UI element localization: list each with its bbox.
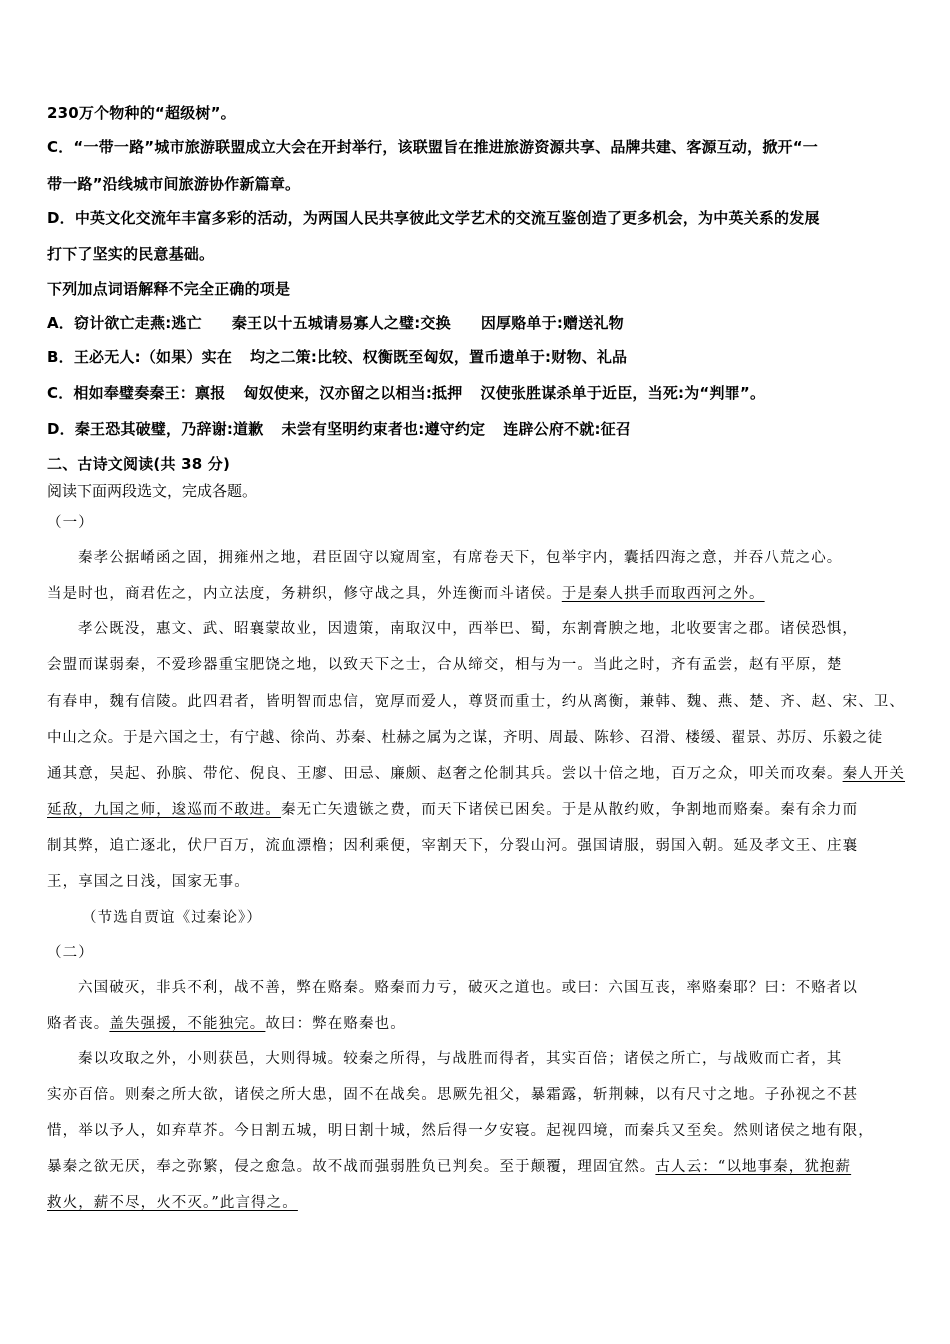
- underlined-sentence: 救火，薪不尽，火不灭。”此言得之。: [47, 1195, 298, 1211]
- vocab-option-a: A．窃计欲亡走燕:逃亡 秦王以十五城请易寡人之璧:交换 因厚赂单于:赠送礼物: [47, 314, 624, 332]
- option-b-tail: 230万个物种的“超级树”。: [47, 104, 236, 122]
- option-d-line-2: 打下了坚实的民意基础。: [47, 245, 215, 263]
- section-instruction: 阅读下面两段选文，完成各题。: [47, 482, 258, 500]
- option-d-line-1: D．中英文化交流年丰富多彩的活动，为两国人民共享彼此文学艺术的交流互鉴创造了更多机会，为中英关系的发展: [47, 209, 820, 227]
- underlined-sentence: 古人云：“以地事秦，犹抱薪: [655, 1159, 852, 1175]
- option-c-line-1: C．“一带一路”城市旅游联盟成立大会在开封举行，该联盟旨在推进旅游资源共享、品牌共建、客源互动，掀开“一: [47, 138, 818, 156]
- passage-1-label: （一）: [47, 515, 94, 531]
- vocab-option-d: D．秦王恐其破璧，乃辞谢:道歉 未尝有坚明约束者也:遵守约定 连辟公府不就:征召: [47, 420, 632, 438]
- passage-1-line: 秦孝公据崤函之固，拥雍州之地，君臣固守以窥周室，有席卷天下，包举宇内，囊括四海之意，并吞八荒之心。: [78, 550, 843, 566]
- section-heading: 二、古诗文阅读(共 38 分): [47, 455, 231, 473]
- passage-1-line: 孝公既没，惠文、武、昭襄蒙故业，因遗策，南取汉中，西举巴、蜀，东割膏腴之地，北收要害之郡。诸侯恐惧，: [78, 621, 858, 637]
- passage-1-line: 延敌，九国之师，逡巡而不敢进。秦无亡矢遗镞之费，而天下诸侯已困矣。于是从散约败，争割地而赂秦。秦有余力而: [47, 802, 859, 818]
- underlined-sentence: 盖失强援，不能独完。: [109, 1016, 266, 1032]
- passage-2-line: 秦以攻取之外，小则获邑，大则得城。较秦之所得，与战胜而得者，其实百倍；诸侯之所亡，与战败而亡者，其: [78, 1051, 843, 1067]
- vocab-option-c: C．相如奉璧奏秦王：禀报 匈奴使来，汉亦留之以相当:抵押 汉使张胜谋杀单于近臣，当死:为“判罪”。: [47, 384, 766, 402]
- option-c-line-2: 带一路”沿线城市间旅游协作新篇章。: [47, 175, 301, 193]
- passage-2-line: [47, 1191, 298, 1212]
- passage-2-line: 赂者丧。盖失强援，不能独完。故曰：弊在赂秦也。: [47, 1016, 406, 1032]
- passage-2-line: 六国破灭，非兵不利，战不善，弊在赂秦。赂秦而力亏，破灭之道也。或曰：六国互丧，率赂秦耶？曰：不赂者以: [78, 980, 858, 996]
- passage-1-line: 会盟而谋弱秦，不爱珍器重宝肥饶之地，以致天下之士，合从缔交，相与为一。当此之时，齐有孟尝，赵有平原，楚: [47, 657, 843, 673]
- passage-1-line: 制其弊，追亡逐北，伏尸百万，流血漂橹；因利乘便，宰割天下，分裂山河。强国请服，弱国入朝。延及孝文王、庄襄: [47, 838, 859, 854]
- passage-2-line: 惜，举以予人，如弃草芥。今日割五城，明日割十城，然后得一夕安寝。起视四境，而秦兵又至矣。然则诸侯之地有限，: [47, 1123, 874, 1139]
- underlined-sentence: 延敌，九国之师，逡巡而不敢进。: [47, 802, 281, 818]
- passage-1-line: 王，享国之日浅，国家无事。: [47, 874, 250, 890]
- passage-1-line: 有春申，魏有信陵。此四君者，皆明智而忠信，宽厚而爱人，尊贤而重士，约从离衡，兼韩、魏、燕、楚、齐、赵、宋、卫、: [47, 694, 905, 710]
- vocab-option-b: B．王必无人:（如果）实在 均之二策:比较、权衡既至匈奴，置币遗单于:财物、礼品: [47, 348, 628, 366]
- passage-1-line: 中山之众。于是六国之士，有宁越、徐尚、苏秦、杜赫之属为之谋，齐明、周最、陈轸、召滑、楼缓、翟景、苏厉、乐毅之徒: [47, 730, 883, 746]
- passage-1-line: 当是时也，商君佐之，内立法度，务耕织，修守战之具，外连衡而斗诸侯。于是秦人拱手而取西河之外。: [47, 586, 765, 602]
- passage-1-line: 通其意，吴起、孙膑、带佗、倪良、王廖、田忌、廉颇、赵奢之伦制其兵。尝以十倍之地，百万之众，叩关而攻秦。秦人开关: [47, 766, 906, 782]
- passage-2-label: （二）: [47, 945, 94, 961]
- vocab-question-stem: 下列加点词语解释不完全正确的项是: [47, 280, 291, 298]
- passage-2-line: 实亦百倍。则秦之所大欲，诸侯之所大患，固不在战矣。思厥先祖父，暴霜露，斩荆棘，以有尺寸之地。子孙视之不甚: [47, 1087, 859, 1103]
- passage-2-line: 暴秦之欲无厌，奉之弥繁，侵之愈急。故不战而强弱胜负已判矣。至于颠覆，理固宜然。古人云：“以地事秦，犹抱薪: [47, 1159, 852, 1175]
- passage-1-source: （节选自贾谊《过秦论》）: [82, 910, 262, 926]
- underlined-sentence: 于是秦人拱手而取西河之外。: [561, 586, 765, 602]
- underlined-sentence: 秦人开关: [842, 766, 906, 782]
